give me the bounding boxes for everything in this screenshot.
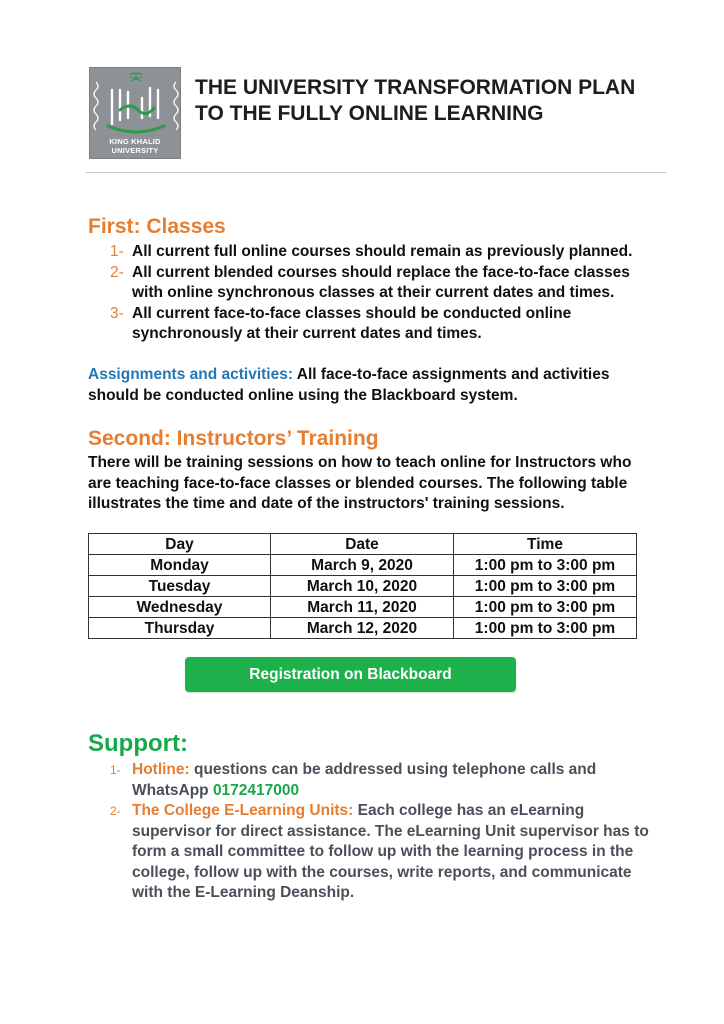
cell-date: March 9, 2020: [271, 555, 454, 576]
calligraphy-emblem-icon: [90, 68, 182, 148]
page-title: [195, 75, 665, 127]
list-number: 1-: [110, 763, 121, 777]
cell-day: Thursday: [89, 618, 271, 639]
list-number: 2-: [110, 263, 124, 281]
training-schedule-table: [88, 533, 637, 639]
support-list: [110, 760, 652, 904]
list-item: [110, 242, 652, 263]
list-item-hotline: [110, 760, 652, 801]
logo-caption: KING KHALID UNIVERSITY: [109, 137, 161, 155]
column-header-date: Date: [271, 534, 454, 555]
cell-date: March 11, 2020: [271, 597, 454, 618]
assignments-paragraph: [88, 365, 648, 406]
training-paragraph: There will be training sessions on how to teach online for Instructors who are teaching face-to-face classes or blended courses. The following table illustrates the time and date of the instructors' training sessions.: [88, 454, 632, 512]
assignments-label: Assignments and activities:: [88, 366, 294, 383]
hotline-label: Hotline:: [132, 761, 190, 778]
cell-time: 1:00 pm to 3:00 pm: [454, 555, 637, 576]
table-row: [89, 555, 637, 576]
cell-day: Tuesday: [89, 576, 271, 597]
table-header-row: [89, 534, 637, 555]
assignments-text: All face-to-face assignments and activities should be conducted online using the Blackboard system.: [88, 366, 610, 404]
header-divider: [86, 172, 666, 173]
hotline-text: questions can be addressed using telephone calls and WhatsApp: [132, 761, 597, 799]
cell-time: 1:00 pm to 3:00 pm: [454, 576, 637, 597]
registration-button[interactable]: Registration on Blackboard: [185, 657, 516, 692]
list-text: All current face-to-face classes should be conducted online synchronously at their current dates and times.: [132, 304, 572, 342]
list-text: All current blended courses should replace the face-to-face classes with online synchronous classes at their current dates and times.: [132, 263, 630, 301]
support-heading: Support:: [88, 730, 188, 757]
training-heading: Second: Instructors’ Training: [88, 427, 379, 450]
list-item-elearning-units: [110, 801, 652, 904]
column-header-day: Day: [89, 534, 271, 555]
title-line-2: TO THE FULLY ONLINE LEARNING: [195, 102, 544, 125]
cell-time: 1:00 pm to 3:00 pm: [454, 597, 637, 618]
list-number: 3-: [110, 304, 124, 322]
cell-date: March 10, 2020: [271, 576, 454, 597]
table-row: [89, 576, 637, 597]
cell-date: March 12, 2020: [271, 618, 454, 639]
classes-heading: First: Classes: [88, 215, 226, 238]
cell-day: Wednesday: [89, 597, 271, 618]
classes-list: [110, 242, 652, 345]
title-line-1: THE UNIVERSITY TRANSFORMATION PLAN: [195, 76, 636, 99]
cell-day: Monday: [89, 555, 271, 576]
list-item: [110, 263, 652, 304]
university-logo: [89, 67, 181, 159]
table-row: [89, 618, 637, 639]
list-item: [110, 304, 652, 345]
table-row: [89, 597, 637, 618]
list-text: All current full online courses should remain as previously planned.: [132, 243, 633, 260]
list-number: 2-: [110, 804, 121, 818]
units-label: The College E-Learning Units:: [132, 802, 354, 819]
units-text: Each college has an eLearning supervisor for direct assistance. The eLearning Unit supervisor has to form a small committee to follow up with the learning process in the college, follow up with the courses, write reports, and communicate with the E-Learning Deanship.: [132, 802, 649, 901]
list-number: 1-: [110, 243, 124, 260]
cell-time: 1:00 pm to 3:00 pm: [454, 618, 637, 639]
hotline-phone[interactable]: 0172417000: [212, 781, 300, 799]
column-header-time: Time: [454, 534, 637, 555]
